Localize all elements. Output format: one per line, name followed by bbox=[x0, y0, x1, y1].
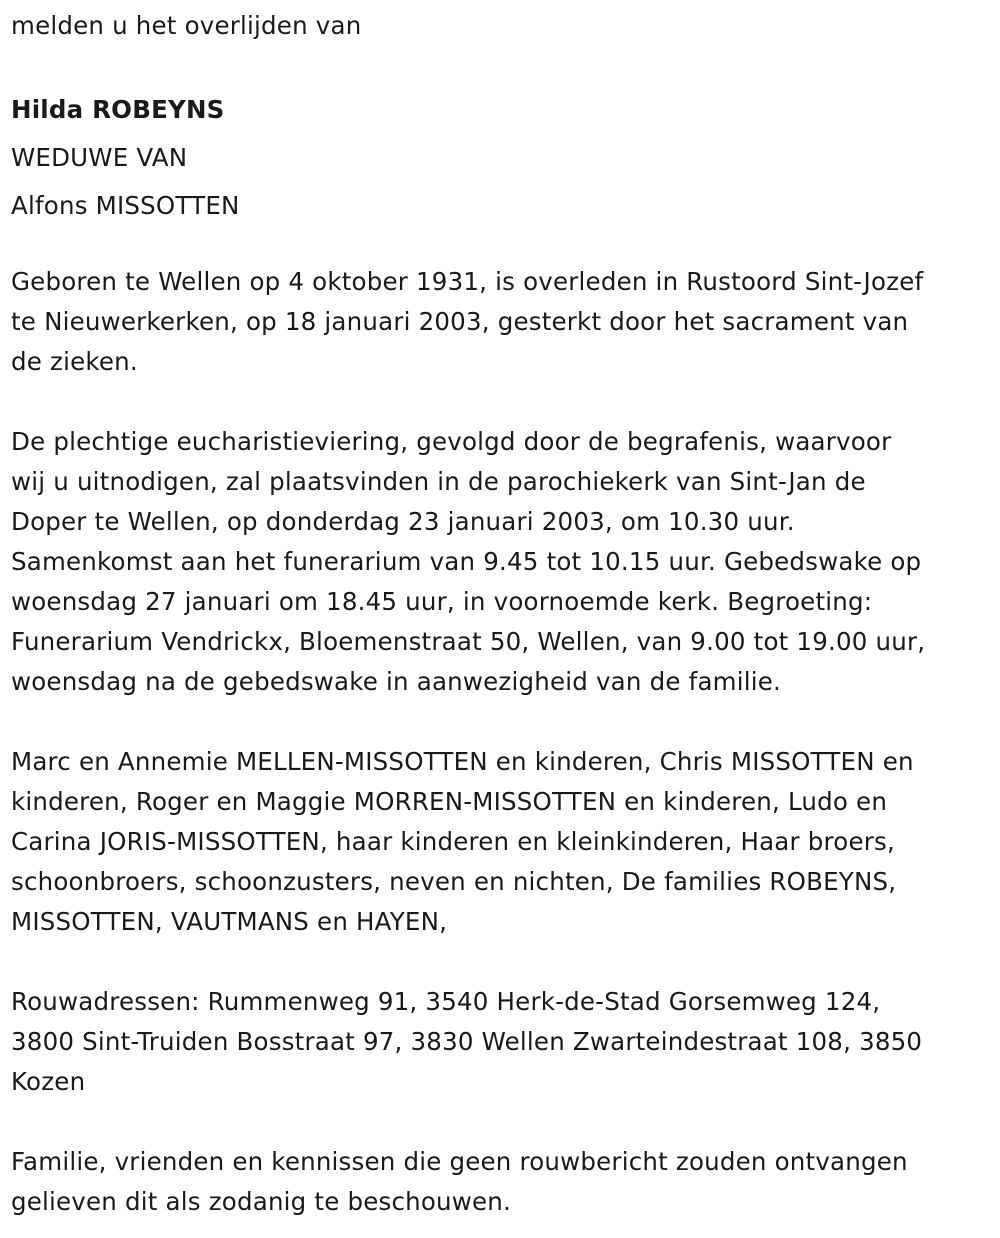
text-line: De plechtige eucharistieviering, gevolgd door de begrafenis, waarvoor bbox=[11, 427, 892, 456]
paragraph-birth-death bbox=[11, 262, 986, 382]
intro-line: melden u het overlijden van bbox=[11, 11, 362, 40]
paragraph-ceremony bbox=[11, 422, 986, 702]
spouse-name: Alfons MISSOTTEN bbox=[11, 191, 240, 220]
text-line: Samenkomst aan het funerarium van 9.45 tot 10.15 uur. Gebedswake op bbox=[11, 547, 922, 576]
text-line: Doper te Wellen, op donderdag 23 januari 2003, om 10.30 uur. bbox=[11, 507, 795, 536]
text-line: Rouwadressen: Rummenweg 91, 3540 Herk-de-Stad Gorsemweg 124, bbox=[11, 987, 881, 1016]
text-line: Funerarium Vendrickx, Bloemenstraat 50, Wellen, van 9.00 tot 19.00 uur, bbox=[11, 627, 926, 656]
deceased-block bbox=[11, 86, 240, 230]
text-line: woensdag 27 januari om 18.45 uur, in voornoemde kerk. Begroeting: bbox=[11, 587, 873, 616]
text-line: Carina JORIS-MISSOTTEN, haar kinderen en kleinkinderen, Haar broers, bbox=[11, 827, 895, 856]
text-line: Geboren te Wellen op 4 oktober 1931, is overleden in Rustoord Sint-Jozef bbox=[11, 267, 924, 296]
text-line: Kozen bbox=[11, 1067, 86, 1096]
text-line: schoonbroers, schoonzusters, neven en nichten, De families ROBEYNS, bbox=[11, 867, 897, 896]
text-line: 3800 Sint-Truiden Bosstraat 97, 3830 Wellen Zwarteindestraat 108, 3850 bbox=[11, 1027, 923, 1056]
text-line: te Nieuwerkerken, op 18 januari 2003, gesterkt door het sacrament van bbox=[11, 307, 909, 336]
paragraph-closing bbox=[11, 1142, 986, 1222]
relation-line: WEDUWE VAN bbox=[11, 143, 188, 172]
text-line: MISSOTTEN, VAUTMANS en HAYEN, bbox=[11, 907, 448, 936]
deceased-name: Hilda ROBEYNS bbox=[11, 95, 225, 124]
text-line: Marc en Annemie MELLEN-MISSOTTEN en kinderen, Chris MISSOTTEN en bbox=[11, 747, 914, 776]
text-line: Familie, vrienden en kennissen die geen rouwbericht zouden ontvangen bbox=[11, 1147, 908, 1176]
text-line: woensdag na de gebedswake in aanwezigheid van de familie. bbox=[11, 667, 782, 696]
text-line: kinderen, Roger en Maggie MORREN-MISSOTTEN en kinderen, Ludo en bbox=[11, 787, 888, 816]
text-line: gelieven dit als zodanig te beschouwen. bbox=[11, 1187, 512, 1216]
paragraph-addresses bbox=[11, 982, 986, 1102]
paragraph-family bbox=[11, 742, 986, 942]
text-line: wij u uitnodigen, zal plaatsvinden in de parochiekerk van Sint-Jan de bbox=[11, 467, 866, 496]
text-line: de zieken. bbox=[11, 347, 138, 376]
